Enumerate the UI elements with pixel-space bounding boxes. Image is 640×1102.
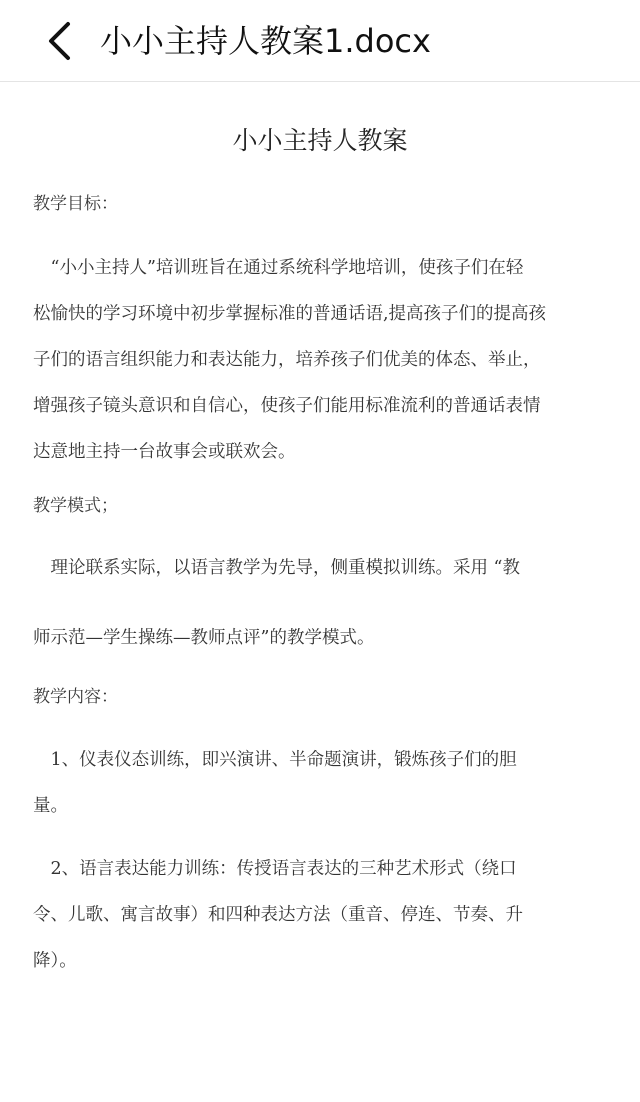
- paragraph-line: 2、语言表达能力训练：传授语言表达的三种艺术形式（绕口: [33, 859, 517, 879]
- chevron-left-icon: [34, 14, 90, 70]
- paragraph-line: 理论联系实际，以语言教学为先导，侧重模拟训练。采用 “教: [33, 558, 521, 578]
- top-bar: [0, 0, 640, 82]
- paragraph-line: 增强孩子镜头意识和自信心，使孩子们能用标准流利的普通话表情: [33, 396, 541, 416]
- document-viewer[interactable]: [0, 83, 640, 1102]
- paragraph-content-item-1: [33, 737, 609, 829]
- paragraph-line: 松愉快的学习环境中初步掌握标准的普通话语,提高孩子们的提高孩: [33, 304, 547, 324]
- paragraph-line: 令、儿歌、寓言故事）和四种表达方法（重音、停连、节奏、升: [33, 905, 523, 925]
- document-title: 小小主持人教案: [232, 126, 408, 155]
- paragraph-line: 子们的语言组织能力和表达能力，培养孩子们优美的体态、举止，: [33, 350, 541, 370]
- paragraph-goal: [33, 245, 609, 475]
- paragraph-line: 达意地主持一台故事会或联欢会。: [33, 442, 296, 462]
- section-heading-goal: 教学目标：: [33, 194, 118, 214]
- paragraph-line: 降）。: [33, 951, 77, 971]
- paragraph-line: “小小主持人”培训班旨在通过系统科学地培训，使孩子们在轻: [33, 258, 524, 278]
- paragraph-line: 1、仪表仪态训练，即兴演讲、半命题演讲，锻炼孩子们的胆: [33, 750, 517, 770]
- file-name-title: 小小主持人教案1.docx: [100, 22, 431, 60]
- section-heading-content: 教学内容：: [33, 687, 118, 707]
- paragraph-line: 量。: [33, 796, 68, 816]
- paragraph-mode: [33, 545, 609, 661]
- back-button[interactable]: [34, 14, 90, 70]
- paragraph-line: 师示范—学生操练—教师点评”的教学模式。: [33, 628, 375, 648]
- section-heading-mode: 教学模式；: [33, 496, 118, 516]
- paragraph-content-item-2: [33, 846, 609, 984]
